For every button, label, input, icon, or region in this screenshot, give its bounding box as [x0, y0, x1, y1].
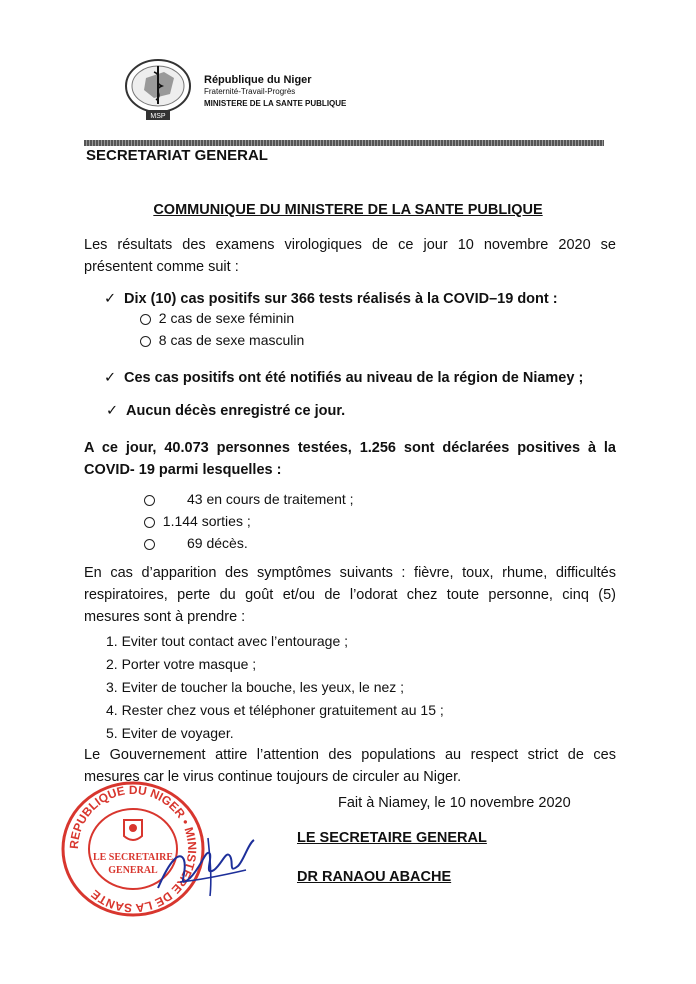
treatment-item	[144, 488, 354, 510]
circle-bullet-icon	[144, 517, 155, 528]
page-title	[0, 202, 696, 218]
deaths-total-text: 69 décès.	[187, 535, 248, 551]
closing-paragraph: Le Gouvernement attire l’attention des populations au respect strict de ces mesures car le virus continue toujours de circuler au Niger.	[84, 747, 616, 785]
measure-item: 3. Eviter de toucher la bouche, les yeux, le nez ;	[106, 679, 405, 695]
symptoms-paragraph: En cas d’apparition des symptômes suivants : fièvre, toux, rhume, difficultés respiratoires, perte du goût et/ou de l’odorat chez toute personne, cinq (5) mesures sont à prendre :	[84, 565, 616, 625]
title-text: COMMUNIQUE DU MINISTERE DE LA SANTE PUBLIQUE	[153, 202, 543, 218]
stamp-outer-text: REPUBLIQUE DU NIGER • MINISTERE DE LA SANTE	[66, 782, 200, 916]
measure-item: 4. Rester chez vous et téléphoner gratuitement au 15 ;	[106, 702, 444, 718]
check-mark-icon: ✓	[106, 403, 119, 419]
handwritten-signature	[150, 830, 260, 900]
region-text: Ces cas positifs ont été notifiés au niveau de la région de Niamey ;	[124, 370, 584, 386]
stamp-inner-text-1: LE SECRETAIRE	[92, 852, 174, 863]
female-item	[140, 307, 294, 329]
treatment-text: 43 en cours de traitement ;	[187, 491, 354, 507]
measure-item: 1. Eviter tout contact avec l’entourage ;	[106, 633, 349, 649]
intro-paragraph: Les résultats des examens virologiques de ce jour 10 novembre 2020 se présentent comme suit :	[84, 237, 616, 275]
male-item	[140, 329, 304, 351]
circle-bullet-icon	[140, 314, 151, 325]
ministry-name: MINISTERE DE LA SANTE PUBLIQUE	[204, 99, 347, 108]
circle-bullet-icon	[140, 336, 151, 347]
deaths-total-item	[144, 532, 248, 554]
place-date: Fait à Niamey, le 10 novembre 2020	[338, 795, 571, 811]
circle-bullet-icon	[144, 495, 155, 506]
secretariat-heading: SECRETARIAT GENERAL	[86, 147, 268, 164]
positives-text: Dix (10) cas positifs sur 366 tests réalisés à la COVID–19 dont :	[124, 291, 558, 307]
check-mark-icon: ✓	[104, 291, 117, 307]
signatory-name: DR RANAOU ABACHE	[297, 869, 452, 885]
national-motto: Fraternité-Travail-Progrès	[204, 87, 296, 96]
signatory-title: LE SECRETAIRE GENERAL	[297, 830, 487, 846]
deaths-bullet	[106, 400, 606, 422]
check-mark-icon: ✓	[104, 370, 117, 386]
female-text: 2 cas de sexe féminin	[158, 310, 295, 326]
deaths-text: Aucun décès enregistré ce jour.	[126, 403, 346, 419]
discharged-item	[144, 510, 251, 532]
circle-bullet-icon	[144, 539, 155, 550]
country-name: République du Niger	[204, 74, 312, 86]
male-text: 8 cas de sexe masculin	[158, 332, 305, 348]
ministry-logo	[120, 56, 196, 124]
header-divider	[84, 140, 604, 146]
region-bullet	[104, 367, 644, 389]
header-block	[204, 74, 346, 110]
discharged-text: 1.144 sorties ;	[162, 513, 251, 529]
measure-item: 2. Porter votre masque ;	[106, 656, 257, 672]
cumulative-paragraph: A ce jour, 40.073 personnes testées, 1.256 sont déclarées positives à la COVID- 19 parmi lesquelles :	[84, 440, 616, 478]
measure-item: 5. Eviter de voyager.	[106, 725, 234, 741]
logo-text: MSP	[150, 113, 166, 120]
stamp-inner-text-2: GENERAL	[108, 865, 158, 876]
